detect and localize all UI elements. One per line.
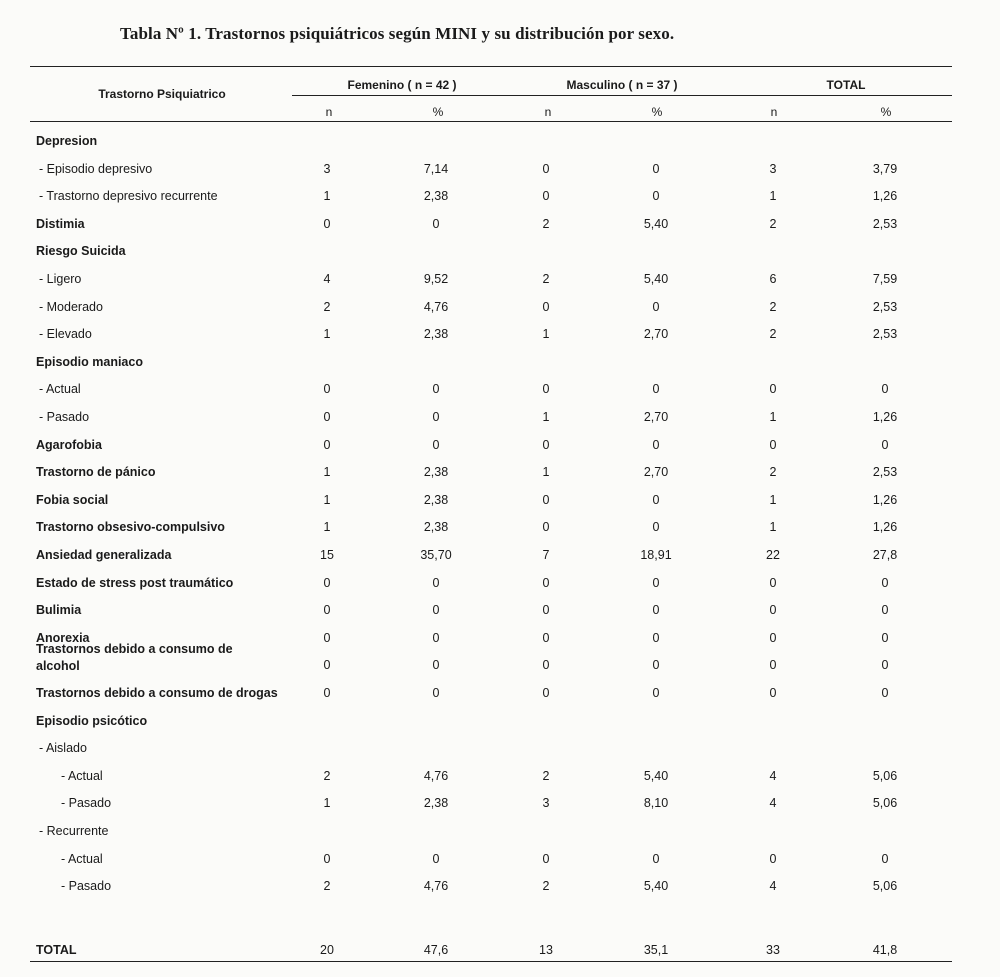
cell-total-pct: 2,53: [872, 216, 898, 231]
table-row: [0, 878, 1000, 904]
table-row: [0, 133, 1000, 159]
cell-total-n: 0: [769, 382, 777, 397]
cell-fem-pct: 2,38: [423, 520, 449, 535]
cell-fem-n: 0: [323, 382, 331, 397]
table-row: [0, 768, 1000, 794]
total-row: [0, 942, 1000, 968]
table-row: [0, 437, 1000, 463]
row-label: - Pasado: [61, 879, 112, 894]
table-row: [0, 575, 1000, 601]
table-row: [0, 464, 1000, 490]
row-label: - Elevado: [39, 327, 92, 342]
header-total: TOTAL: [826, 78, 866, 92]
row-label: - Actual: [39, 382, 81, 397]
table-row: [0, 326, 1000, 352]
cell-total-n: 0: [769, 686, 777, 700]
cell-masc-n: 0: [542, 437, 550, 452]
cell-masc-pct: 2,70: [643, 465, 669, 480]
cell-fem-pct: 4,76: [423, 879, 449, 894]
table-row: [0, 642, 1000, 683]
row-label: - Trastorno depresivo recurrente: [39, 189, 218, 204]
cell-masc-pct: 5,40: [643, 768, 669, 783]
row-label: - Ligero: [39, 272, 82, 286]
cell-fem-pct: 2,38: [423, 492, 449, 507]
cell-total-n: 0: [769, 603, 777, 618]
cell-masc-n: 0: [542, 161, 550, 176]
cell-total-n: 3: [769, 161, 777, 176]
cell-masc-pct: 0: [652, 658, 660, 673]
row-label: - Moderado: [39, 299, 103, 314]
cell-total-n: 0: [769, 851, 777, 866]
row-label: Ansiedad generalizada: [36, 548, 172, 562]
cell-masc-pct: 0: [652, 575, 660, 590]
table-row: [0, 602, 1000, 628]
cell-masc-pct: 0: [652, 382, 660, 397]
bottom-rule: [30, 961, 952, 962]
cell-masc-n: 1: [542, 410, 550, 424]
cell-total-pct: 1,26: [872, 410, 898, 424]
cell-masc-pct: 0: [652, 603, 660, 618]
cell-fem-pct: 0: [432, 603, 440, 618]
cell-masc-n: 0: [542, 686, 550, 700]
cell-fem-pct: 4,76: [423, 768, 449, 783]
total-label: TOTAL: [36, 943, 77, 957]
cell-masc-n: 0: [542, 520, 550, 535]
cell-total-n: 4: [769, 768, 777, 783]
cell-masc-n: 3: [542, 796, 550, 811]
row-label: Episodio psicótico: [36, 713, 148, 728]
cell-fem-n: 0: [323, 437, 331, 452]
header-label: Trastorno Psiquiatrico: [98, 87, 226, 101]
row-label: Trastornos debido a consumo de alcohol: [36, 642, 233, 674]
subheader-fem-n: n: [325, 105, 333, 119]
cell-masc-n: 7: [542, 548, 550, 562]
cell-total-pct: 1,26: [872, 492, 898, 507]
cell-masc-pct: 5,40: [643, 272, 669, 286]
cell-fem-pct: 0: [432, 410, 440, 424]
cell-total-pct: 0: [881, 437, 889, 452]
cell-total-n: 0: [769, 575, 777, 590]
cell-masc-pct: 0: [652, 161, 660, 176]
header-masculino: Masculino ( n = 37 ): [566, 78, 678, 92]
row-label: Trastorno obsesivo-compulsivo: [36, 520, 225, 535]
row-label: - Actual: [61, 768, 103, 783]
row-label: - Recurrente: [39, 824, 109, 838]
cell-masc-n: 0: [542, 603, 550, 618]
total-cell-masc-pct: 35,1: [643, 943, 669, 957]
cell-masc-n: 2: [542, 768, 550, 783]
cell-total-n: 4: [769, 796, 777, 811]
cell-total-n: 2: [769, 327, 777, 342]
cell-fem-n: 0: [323, 851, 331, 866]
cell-fem-pct: 7,14: [423, 161, 449, 176]
cell-masc-n: 0: [542, 492, 550, 507]
row-label: - Pasado: [61, 796, 112, 811]
row-label: Bulimia: [36, 603, 82, 618]
table-title: Tabla Nº 1. Trastornos psiquiátricos según MINI y su distribución por sexo.: [120, 24, 675, 43]
cell-fem-n: 0: [323, 658, 331, 673]
row-label: Trastorno de pánico: [36, 465, 156, 480]
row-label: Estado de stress post traumático: [36, 575, 234, 590]
total-cell-masc-n: 13: [539, 943, 553, 957]
table-row: [0, 492, 1000, 518]
cell-masc-n: 0: [542, 630, 550, 645]
cell-fem-n: 1: [323, 189, 331, 204]
cell-fem-n: 1: [323, 327, 331, 342]
cell-fem-n: 1: [323, 492, 331, 507]
cell-fem-pct: 2,38: [423, 189, 449, 204]
cell-total-n: 2: [769, 216, 777, 231]
cell-fem-pct: 2,38: [423, 465, 449, 480]
cell-masc-n: 2: [542, 216, 550, 231]
cell-fem-pct: 0: [432, 851, 440, 866]
cell-total-n: 22: [766, 548, 780, 562]
cell-fem-pct: 2,38: [423, 327, 449, 342]
total-cell-total-pct: 41,8: [872, 943, 898, 957]
cell-fem-n: 0: [323, 410, 331, 424]
cell-fem-pct: 4,76: [423, 299, 449, 314]
cell-total-pct: 2,53: [872, 299, 898, 314]
cell-total-pct: 5,06: [872, 796, 898, 811]
cell-total-pct: 0: [881, 851, 889, 866]
cell-fem-n: 1: [323, 796, 331, 811]
cell-fem-pct: 35,70: [420, 548, 452, 562]
cell-total-pct: 0: [881, 382, 889, 397]
table-row: [0, 547, 1000, 573]
cell-masc-pct: 18,91: [640, 548, 672, 562]
table-row: [0, 713, 1000, 739]
cell-masc-pct: 2,70: [643, 327, 669, 342]
cell-masc-n: 2: [542, 272, 550, 286]
total-cell-fem-n: 20: [320, 943, 334, 957]
cell-masc-pct: 5,40: [643, 216, 669, 231]
cell-total-pct: 0: [881, 686, 889, 700]
cell-masc-pct: 0: [652, 851, 660, 866]
cell-masc-pct: 0: [652, 520, 660, 535]
cell-masc-n: 0: [542, 658, 550, 673]
cell-total-n: 0: [769, 630, 777, 645]
cell-fem-n: 4: [323, 272, 331, 286]
row-label: Depresion: [36, 134, 98, 148]
table-row: [0, 740, 1000, 766]
header-bottom-rule: [30, 121, 952, 122]
table-row: [0, 161, 1000, 187]
table-row: [0, 851, 1000, 877]
cell-total-n: 1: [769, 189, 777, 204]
row-label: - Pasado: [39, 410, 90, 424]
cell-total-pct: 1,26: [872, 520, 898, 535]
subheader-fem-pct: %: [432, 105, 444, 119]
cell-total-pct: 5,06: [872, 768, 898, 783]
cell-total-pct: 0: [881, 575, 889, 590]
row-label: Riesgo Suicida: [36, 244, 126, 259]
cell-fem-pct: 0: [432, 630, 440, 645]
cell-fem-n: 0: [323, 603, 331, 618]
cell-fem-pct: 0: [432, 686, 440, 700]
cell-total-n: 0: [769, 437, 777, 452]
cell-masc-pct: 0: [652, 686, 660, 700]
cell-total-n: 2: [769, 299, 777, 314]
cell-masc-pct: 0: [652, 437, 660, 452]
cell-fem-n: 0: [323, 216, 331, 231]
cell-masc-n: 2: [542, 879, 550, 894]
subheader-total-pct: %: [880, 105, 892, 119]
cell-fem-n: 3: [323, 161, 331, 176]
table-row: [0, 685, 1000, 711]
row-label: Distimia: [36, 216, 85, 231]
cell-total-n: 0: [769, 658, 777, 673]
cell-masc-pct: 8,10: [643, 796, 669, 811]
cell-fem-n: 2: [323, 768, 331, 783]
cell-total-n: 6: [769, 272, 777, 286]
cell-masc-n: 1: [542, 465, 550, 480]
cell-masc-pct: 5,40: [643, 879, 669, 894]
total-cell-total-n: 33: [766, 943, 780, 957]
cell-fem-n: 1: [323, 520, 331, 535]
cell-total-n: 2: [769, 465, 777, 480]
cell-fem-pct: 9,52: [423, 272, 449, 286]
group-rule: [292, 95, 952, 96]
cell-total-n: 1: [769, 492, 777, 507]
cell-masc-pct: 0: [652, 630, 660, 645]
table-row: [0, 409, 1000, 435]
cell-total-n: 1: [769, 410, 777, 424]
row-label: Fobia social: [36, 492, 109, 507]
row-label: Agarofobia: [36, 437, 102, 452]
cell-total-pct: 0: [881, 630, 889, 645]
cell-fem-n: 1: [323, 465, 331, 480]
row-label: Trastornos debido a consumo de drogas: [36, 686, 278, 700]
top-rule: [30, 66, 952, 67]
cell-total-pct: 27,8: [872, 548, 898, 562]
subheader-total-n: n: [770, 105, 778, 119]
cell-masc-n: 0: [542, 575, 550, 590]
table-row: [0, 354, 1000, 380]
cell-fem-n: 15: [320, 548, 334, 562]
cell-total-pct: 0: [881, 603, 889, 618]
table-row: [0, 519, 1000, 545]
cell-fem-pct: 0: [432, 658, 440, 673]
row-label: Episodio maniaco: [36, 354, 143, 369]
cell-masc-pct: 0: [652, 492, 660, 507]
cell-total-pct: 1,26: [872, 189, 898, 204]
cell-fem-pct: 0: [432, 437, 440, 452]
cell-fem-n: 0: [323, 575, 331, 590]
cell-total-pct: 5,06: [872, 879, 898, 894]
table-row: [0, 795, 1000, 821]
cell-fem-pct: 2,38: [423, 796, 449, 811]
row-label: - Episodio depresivo: [39, 161, 153, 176]
table-row: [0, 381, 1000, 407]
cell-total-pct: 2,53: [872, 327, 898, 342]
cell-masc-pct: 0: [652, 189, 660, 204]
cell-masc-n: 0: [542, 851, 550, 866]
header-femenino: Femenino ( n = 42 ): [347, 78, 457, 92]
cell-total-pct: 2,53: [872, 465, 898, 480]
table-row: [0, 243, 1000, 269]
cell-fem-n: 2: [323, 299, 331, 314]
cell-fem-n: 0: [323, 686, 331, 700]
subheader-masc-pct: %: [651, 105, 663, 119]
table-row: [0, 216, 1000, 242]
cell-masc-pct: 2,70: [643, 410, 669, 424]
cell-fem-n: 0: [323, 630, 331, 645]
cell-total-pct: 0: [881, 658, 889, 673]
cell-total-pct: 3,79: [872, 161, 898, 176]
cell-total-pct: 7,59: [872, 272, 898, 286]
cell-fem-pct: 0: [432, 575, 440, 590]
subheader-masc-n: n: [544, 105, 552, 119]
table-row: [0, 271, 1000, 297]
cell-masc-n: 0: [542, 382, 550, 397]
row-label: - Actual: [61, 851, 103, 866]
table-row: [0, 823, 1000, 849]
table-row: [0, 188, 1000, 214]
cell-fem-pct: 0: [432, 382, 440, 397]
total-cell-fem-pct: 47,6: [423, 943, 449, 957]
cell-masc-n: 0: [542, 189, 550, 204]
cell-total-n: 4: [769, 879, 777, 894]
row-label: Anorexia: [36, 630, 90, 645]
cell-fem-pct: 0: [432, 216, 440, 231]
table-row: [0, 299, 1000, 325]
cell-masc-pct: 0: [652, 299, 660, 314]
cell-fem-n: 2: [323, 879, 331, 894]
cell-masc-n: 1: [542, 327, 550, 342]
cell-total-n: 1: [769, 520, 777, 535]
cell-masc-n: 0: [542, 299, 550, 314]
row-label: - Aislado: [39, 741, 87, 756]
